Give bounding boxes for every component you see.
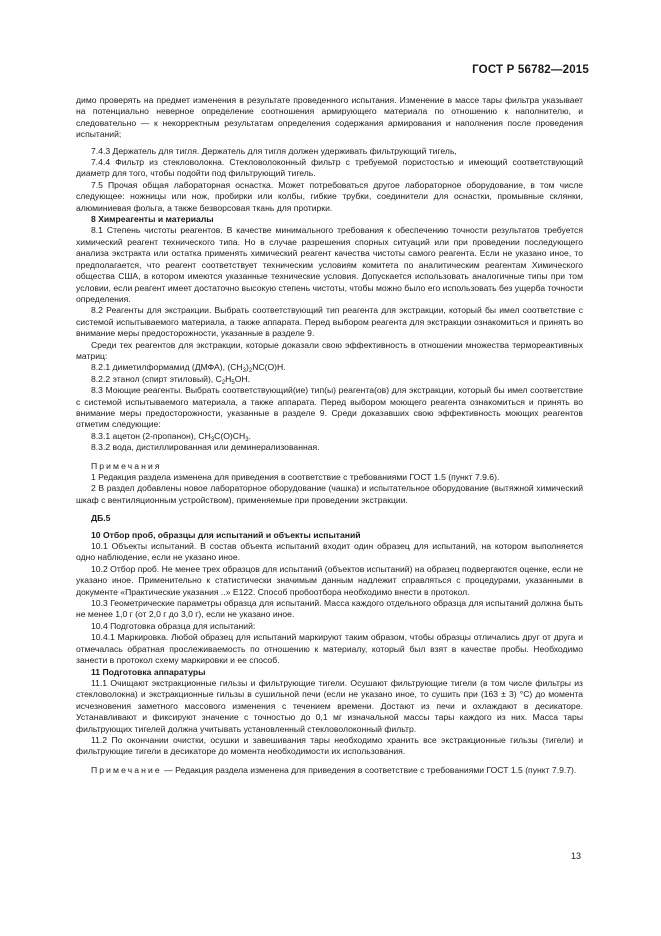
section-heading: 8 Химреагенты и материалы	[91, 214, 214, 225]
section-heading: 10 Отбор проб, образцы для испытаний и объекты испытаний	[91, 529, 361, 540]
formula-line: 8.3.1 ацетон (2-пропанон), $CH_3C(O)CH_3$.	[91, 430, 251, 443]
paragraph: Среди тех реагентов для экстракции, которые доказали свою эффективность в отношении множества термореактивных матриц:	[76, 339, 583, 361]
note-label: Примечание	[91, 764, 162, 775]
paragraph: 10.4 Подготовка образца для испытаний:	[91, 620, 256, 631]
page-body	[76, 95, 583, 776]
document-header: ГОСТ Р 56782—2015	[472, 64, 589, 76]
paragraph: димо проверять на предмет изменения в результате проведенного испытания. Изменение в массе тары фильтра указывает на потенциально неверное определение соотношения армирующего материала по отношению к наполнителю, и следовательно — к некорректным результатам определения содержания армирования и наполнения после проведения испытаний;	[76, 95, 583, 140]
formula-line: 8.2.2 этанол (спирт этиловый), $C_2H_5OH$.	[91, 373, 250, 386]
section-heading: 11 Подготовка аппаратуры	[91, 666, 206, 677]
paragraph: 8.2 Реагенты для экстракции. Выбрать соответствующий тип реагента для экстракции, который бы имел соответствие с системой испытываемого материала, а также аппарата. Перед выбором реагента для экстракции ознакомиться и принять во внимание меры предосторожности, указанные в разделе 9.	[76, 305, 583, 339]
paragraph: 8.3 Моющие реагенты. Выбрать соответствующий(ие) тип(ы) реагента(ов) для экстракции, который бы имел соответствие с системой испытываемого материала, а также аппарата. Перед выбором моющего реагента ознакомиться и принять во внимание меры предосторожности, указанные в разделе 9. Среди доказавших свою эффективность моющих реагентов отметим следующие:	[76, 385, 583, 430]
final-note: Примечание — Редакция раздела изменена для приведения в соответствие с требованиями ГОСТ 1.5 (пункт 7.9.7).	[91, 764, 577, 775]
page-number: 13	[570, 851, 581, 861]
paragraph: 8.1 Степень чистоты реагентов. В качестве минимального требования к обеспечению точности результатов требуется химический реагент технического типа. Но в случае разрешения спорных ситуаций или при проведении последующего анализа экстракта или остатка применять химический реагент качества чистоты самого реагента. Если не указано иное, то предполагается, что реагент соответствует техническим условиям комитета по аналитическим реагентам Химического общества США, в котором имеются указанные технические условия. Допускается использовать аналогичные типы при том условии, если реагент имеет достаточно высокую степень чистоты, чтобы можно было его использовать без ущерба точности определения.	[76, 225, 583, 304]
paragraph: 7.4.4 Фильтр из стекловолокна. Стекловолоконный фильтр с требуемой пористостью и имеющий соответствующий диаметр для того, чтобы подойти под фильтрующий тигель.	[76, 157, 583, 179]
notes-heading: Примечания	[91, 460, 162, 471]
paragraph: 10.2 Отбор проб. Не менее трех образцов для испытаний (объектов испытаний) на образец подвергаются оценке, если не указано иное. Применительно к статистически значимым данным надлежит справляться с процедурами, указанными в документе «Практические указания ..» Е122. Способ пробоотбора необходимо внести в протокол.	[76, 563, 583, 597]
paragraph: 7.4.3 Держатель для тигля. Держатель для тигля должен удерживать фильтрующий тигель,	[91, 145, 457, 156]
paragraph: 10.3 Геометрические параметры образца для испытаний. Масса каждого отдельного образца для испытаний должна быть не менее 1,0 г (от 2,0 г до 3,0 г), если не указано иное.	[76, 598, 583, 620]
paragraph: 10.4.1 Маркировка. Любой образец для испытаний маркируют таким образом, чтобы образцы отличались друг от друга и отмечалась обратная прослеживаемость по отношению к материалу, который был взят в качестве пробы. Необходимо занести в протокол схему маркировки и ее способ.	[76, 632, 583, 666]
note-item: 1 Редакция раздела изменена для приведения в соответствие с требованиями ГОСТ 1.5 (пункт 7.9.6).	[91, 472, 500, 482]
appendix-label: ДБ.5	[91, 513, 111, 524]
paragraph: 8.3.2 вода, дистиллированная или деминерализованная.	[91, 442, 320, 453]
paragraph: 7.5 Прочая общая лабораторная оснастка. Может потребоваться другое лабораторное оборудование, в том числе следующее: ножницы или нож, пробирки или колбы, гибкие трубки, соединители для оснастки, промывные склянки, алюминиевая фольга, а также безворсовая ткань для протирки.	[76, 179, 583, 213]
formula-line: 8.2.1 диметилформамид (ДМФА), $(CH_3)_2NC(O)H$.	[91, 362, 286, 375]
paragraph: 11.2 По окончании очистки, осушки и завешивания тары необходимо хранить все экстракционные гильзы (тигели) и фильтрующие тигели в десикаторе до момента необходимости их использования.	[76, 734, 583, 757]
paragraph: 10.1 Объекты испытаний. В состав объекта испытаний входит один образец для испытаний, на котором выполняется одно наблюдение, если не указано иное.	[76, 541, 583, 563]
note-item: 2 В раздел добавлены новое лабораторное оборудование (чашка) и испытательное оборудование (вытяжной химический шкаф с вентиляционным устройством), применяемые при проведении экстракции.	[76, 483, 583, 505]
paragraph: 11.1 Очищают экстракционные гильзы и фильтрующие тигели. Осушают фильтрующие тигели (в том числе фильтры из стекловолокна) и экстракционные гильзы в сушильной печи (если не указано иное, то сушить при (163 ± 3) °C) до момента исчезновения заметного массового изменения с течением времени. Достают из печи и охлаждают в десикаторе. Устанавливают и фиксируют значение с точностью до 0,1 мг изначальной массы тары каждого из них. Масса тары фильтрующих тигелей должна учитывать установленный стекловолоконный фильтр.	[76, 677, 583, 734]
